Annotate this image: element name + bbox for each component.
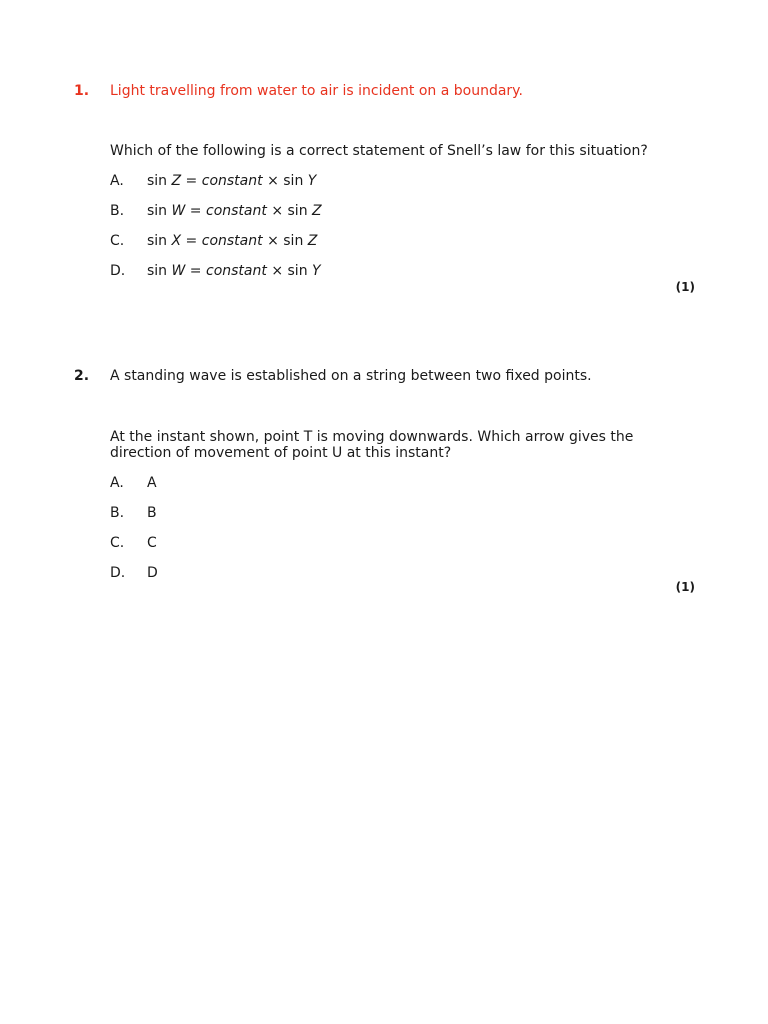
option-letter: B. <box>110 505 125 521</box>
question-2-prompt: At the instant shown, point T is moving downwards. Which arrow gives the direction of movement of point U at this instant? <box>110 429 634 461</box>
option-letter: D. <box>110 263 126 279</box>
question-2-option-d <box>110 565 158 581</box>
question-1-number: 1. <box>74 83 90 99</box>
question-2-option-c <box>110 535 157 551</box>
question-1-marks: (1) <box>675 280 695 294</box>
question-1-option-d: D. sin W = constant × sin Y <box>110 263 321 279</box>
option-letter: A. <box>110 475 124 491</box>
question-2-number: 2. <box>74 368 90 384</box>
option-letter: C. <box>110 233 125 249</box>
question-1-option-b: B. sin W = constant × sin Z <box>110 203 322 219</box>
option-text: B <box>147 505 157 521</box>
option-text: A <box>147 475 157 491</box>
option-text: D <box>147 565 158 581</box>
option-letter: B. <box>110 203 125 219</box>
question-1-option-a: A. sin Z = constant × sin Y <box>110 173 317 189</box>
question-2-option-a <box>110 475 157 491</box>
question-1-prompt: Which of the following is a correct statement of Snell’s law for this situation? <box>110 143 648 159</box>
option-letter: C. <box>110 535 125 551</box>
question-1-stem: Light travelling from water to air is incident on a boundary. <box>110 83 523 99</box>
option-letter: D. <box>110 565 126 581</box>
question-1-option-c: C. sin X = constant × sin Z <box>110 233 318 249</box>
option-letter: A. <box>110 173 124 189</box>
option-text: C <box>147 535 157 551</box>
question-2-option-b <box>110 505 157 521</box>
question-2-marks: (1) <box>675 580 695 594</box>
question-2-stem: A standing wave is established on a string between two fixed points. <box>110 368 592 384</box>
